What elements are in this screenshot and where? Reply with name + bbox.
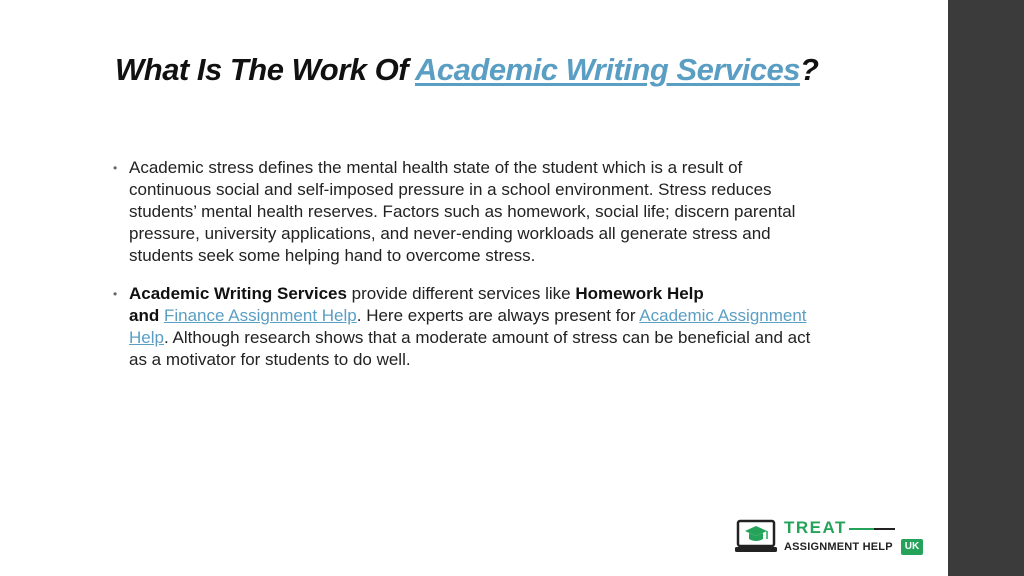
link-finance-assignment-help[interactable]: Finance Assignment Help <box>163 306 357 325</box>
bullet-text: provide different services like <box>346 284 576 303</box>
bold-homework-help: Homework Help <box>575 284 704 303</box>
bullet-item-academic-stress <box>113 157 828 267</box>
laptop-graduation-cap-icon <box>734 518 778 556</box>
logo-uk-badge: UK <box>901 539 923 555</box>
side-bar <box>948 0 1024 576</box>
link-academic-assignment-help[interactable]: Academic Assignment Help <box>129 306 807 347</box>
treat-assignment-help-logo <box>734 518 928 558</box>
logo-dash-dark <box>874 528 895 530</box>
bullet-list <box>113 157 828 387</box>
logo-subtitle: ASSIGNMENT HELP <box>784 541 893 553</box>
title-suffix: ? <box>799 52 819 87</box>
title-link-academic-writing-services[interactable]: Academic Writing Services <box>415 52 800 87</box>
bullet-item-academic-writing-services <box>113 283 828 371</box>
bold-academic-writing-services: Academic Writing Services <box>129 284 347 303</box>
bullet-text: . Here experts are always present for <box>356 306 640 325</box>
bullet-text: Academic stress defines the mental health state of the student which is a result of continuous social and self-imposed pressure in a school environment. Stress reduces students’ mental health reserves. Factors such as homework, social life; discern parental pressure, university applications, and never-ending workloads all generate stress and students seek some helping hand to overcome stress. <box>129 158 796 265</box>
logo-brand: TREAT <box>784 518 847 537</box>
bullet-text: . Although research shows that a moderate amount of stress can be beneficial and act as a motivator for students to do well. <box>129 328 811 369</box>
title-prefix: What Is The Work Of <box>115 52 416 87</box>
page-title <box>115 52 915 88</box>
bold-and: and <box>129 306 160 325</box>
